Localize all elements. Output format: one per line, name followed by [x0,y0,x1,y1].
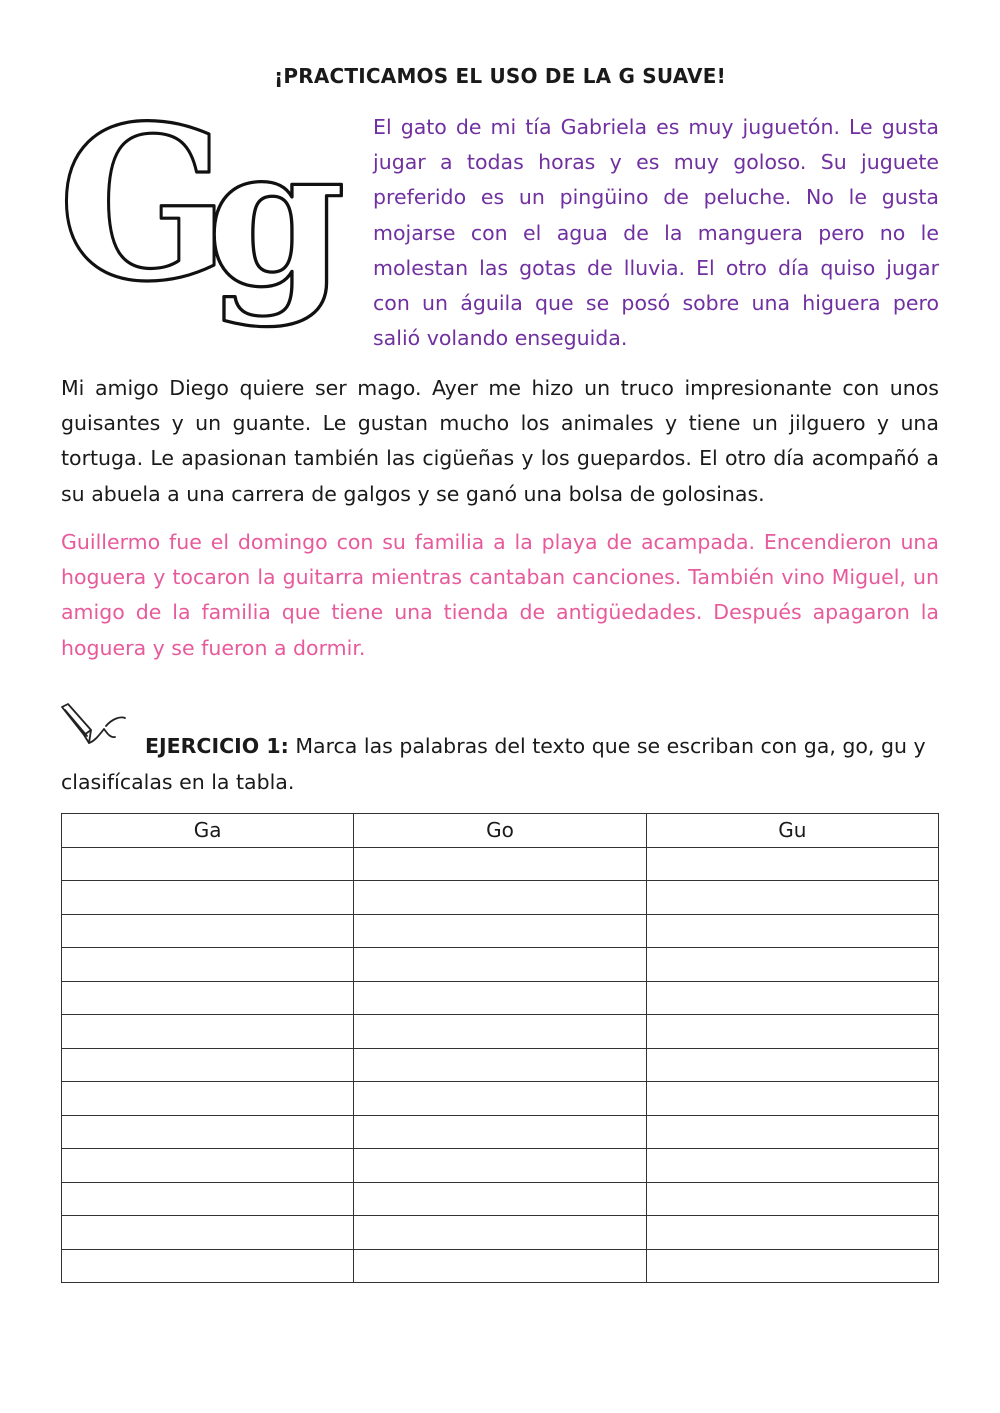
table-row [62,881,939,915]
table-cell-go[interactable] [354,948,646,982]
table-cell-go[interactable] [354,1048,646,1082]
table-cell-gu[interactable] [646,1182,938,1216]
table-cell-ga[interactable] [62,1149,354,1183]
table-cell-ga[interactable] [62,1082,354,1116]
table-cell-go[interactable] [354,1249,646,1283]
table-cell-gu[interactable] [646,948,938,982]
table-cell-ga[interactable] [62,981,354,1015]
exercise-instruction: Marca las palabras del texto que se escriban con ga, go, gu y clasifícalas en la tabla. [61,734,926,794]
table-cell-go[interactable] [354,1216,646,1250]
table-cell-ga[interactable] [62,1115,354,1149]
table-row [62,1216,939,1250]
table-cell-gu[interactable] [646,981,938,1015]
header-gu: Gu [646,814,938,848]
table-cell-gu[interactable] [646,914,938,948]
table-cell-gu[interactable] [646,1115,938,1149]
paragraph-cat: El gato de mi tía Gabriela es muy juguetón. Le gusta jugar a todas horas y es muy goloso. Su juguete preferido es un pingüino de peluche. No le gusta mojarse con el agua de la manguera pero no le molestan las gotas de lluvia. El otro día quiso jugar con un águila que se posó sobre una higuera pero salió volando enseguida. [373,115,939,351]
table-row [62,1015,939,1049]
table-cell-ga[interactable] [62,1216,354,1250]
paragraph-guillermo: Guillermo fue el domingo con su familia a la playa de acampada. Encendieron una hoguera y tocaron la guitarra mientras cantaban canciones. También vino Miguel, un amigo de la familia que tiene una tienda de antigüedades. Después apagaron la hoguera y se fueron a dormir. [61,530,939,660]
table-cell-go[interactable] [354,1015,646,1049]
table-cell-ga[interactable] [62,1048,354,1082]
letter-gg-outline-icon [56,112,356,352]
table-cell-go[interactable] [354,847,646,881]
table-cell-go[interactable] [354,881,646,915]
table-row [62,1115,939,1149]
table-cell-ga[interactable] [62,948,354,982]
classification-table [61,813,939,1283]
logo-lower-g: g [206,112,346,330]
table-cell-ga[interactable] [62,847,354,881]
table-cell-go[interactable] [354,981,646,1015]
table-cell-gu[interactable] [646,1216,938,1250]
table-cell-go[interactable] [354,914,646,948]
table-cell-go[interactable] [354,1082,646,1116]
table-row [62,1048,939,1082]
header-ga: Ga [62,814,354,848]
table-row [62,1249,939,1283]
table-cell-go[interactable] [354,1149,646,1183]
table-cell-gu[interactable] [646,881,938,915]
table-row [62,948,939,982]
table-cell-ga[interactable] [62,1249,354,1283]
table-cell-gu[interactable] [646,1149,938,1183]
logo-upper-g: G [58,112,230,328]
table-cell-go[interactable] [354,1115,646,1149]
table-cell-gu[interactable] [646,1082,938,1116]
exercise-1 [61,728,939,800]
table-row [62,1182,939,1216]
table-cell-ga[interactable] [62,914,354,948]
table-cell-ga[interactable] [62,1182,354,1216]
table-cell-ga[interactable] [62,881,354,915]
table-row [62,914,939,948]
table-header-row [62,814,939,848]
header-go: Go [354,814,646,848]
table-cell-gu[interactable] [646,1015,938,1049]
table-cell-go[interactable] [354,1182,646,1216]
exercise-label: EJERCICIO 1: [145,734,289,758]
table-row [62,847,939,881]
table-cell-gu[interactable] [646,1249,938,1283]
table-row [62,1149,939,1183]
table-cell-gu[interactable] [646,1048,938,1082]
paragraph-diego: Mi amigo Diego quiere ser mago. Ayer me hizo un truco impresionante con unos guisantes y un guante. Le gustan mucho los animales y tiene un jilguero y una tortuga. Le apasionan también las cigüeñas y los guepardos. El otro día acompañó a su abuela a una carrera de galgos y se ganó una bolsa de golosinas. [61,376,939,506]
table-cell-ga[interactable] [62,1015,354,1049]
page-title: ¡PRACTICAMOS EL USO DE LA G SUAVE! [274,64,726,88]
table-row [62,981,939,1015]
table-row [62,1082,939,1116]
table-cell-gu[interactable] [646,847,938,881]
